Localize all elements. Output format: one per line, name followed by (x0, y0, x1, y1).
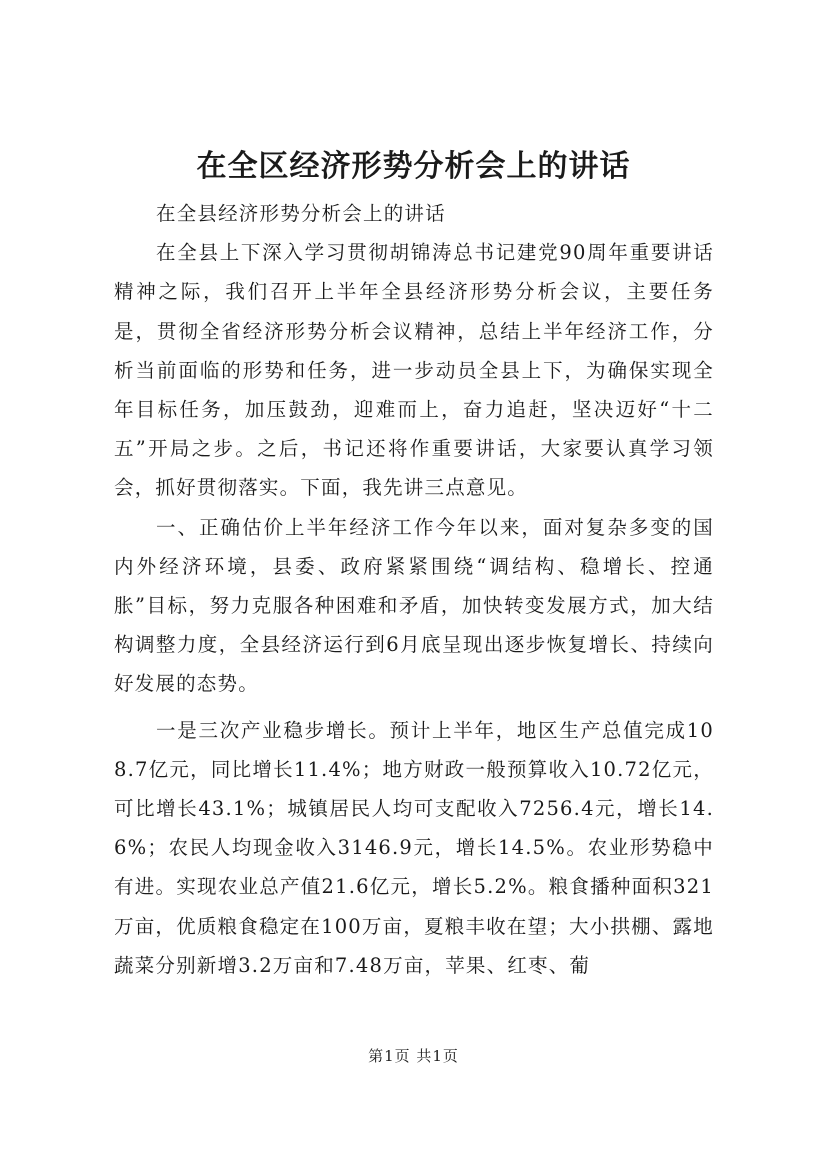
paragraph-industry-growth: 一是三次产业稳步增长。预计上半年，地区生产总值完成108.7亿元，同比增长11.4%；地方财政一般预算收入10.72亿元，可比增长43.1%；城镇居民人均可支配收入7256.4元，增长14.6%；农民人均现金收入3146.9元，增长14.5%。农业形势稳中有进。实现农业总产值21.6亿元，增长5.2%。粮食播种面积321万亩，优质粮食稳定在100万亩，夏粮丰收在望；大小拱棚、露地蔬菜分别新增3.2万亩和7.48万亩，苹果、红枣、葡 (114, 718, 714, 977)
document-title: 在全区经济形势分析会上的讲话 (196, 149, 631, 184)
page-number-footer: 第1页 共1页 (368, 1047, 459, 1065)
paragraph-intro: 在全县上下深入学习贯彻胡锦涛总书记建党90周年重要讲话精神之际，我们召开上半年全县经济形势分析会议，主要任务是，贯彻全省经济形势分析会议精神，总结上半年经济工作，分析当前面临的形势和任务，进一步动员全县上下，为确保实现全年目标任务，加压鼓劲，迎难而上，奋力追赶，坚决迈好“十二五”开局之步。之后，书记还将作重要讲话，大家要认真学习领会，抓好贯彻落实。下面，我先讲三点意见。 (114, 241, 714, 500)
paragraph-subtitle: 在全县经济形势分析会上的讲话 (156, 202, 446, 225)
paragraph-section-one: 一、正确估价上半年经济工作今年以来，面对复杂多变的国内外经济环境，县委、政府紧紧围绕“调结构、稳增长、控通胀”目标，努力克服各种困难和矛盾，加快转变发展方式，加大结构调整力度，全县经济运行到6月底呈现出逐步恢复增长、持续向好发展的态势。 (114, 515, 714, 696)
document-body (114, 194, 714, 985)
